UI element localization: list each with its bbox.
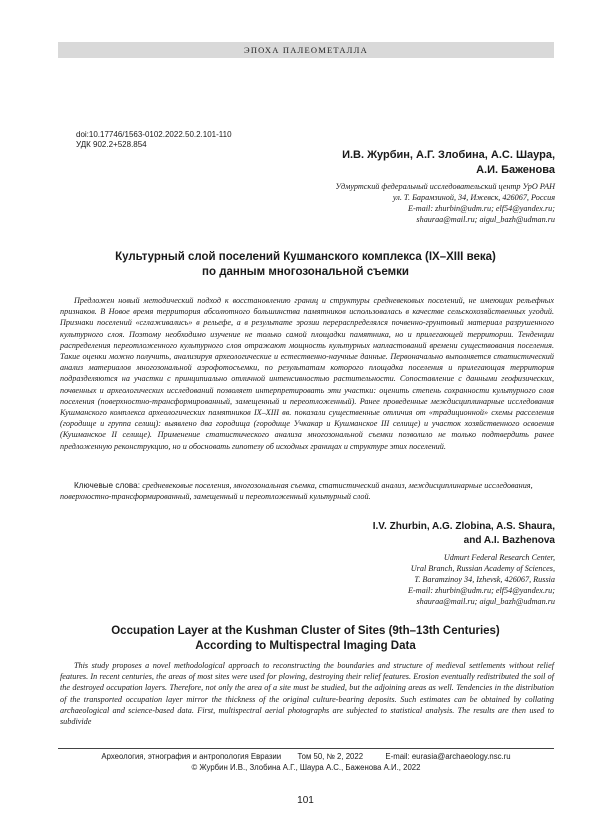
footer-journal: Археология, этнография и антропология Евразии	[101, 752, 282, 761]
authors-ru-line: А.И. Баженова	[476, 164, 555, 176]
title-line: Occupation Layer at the Kushman Cluster of Sites (9th–13th Centuries)	[111, 625, 500, 637]
affiliation-email[interactable]: E-mail: zhurbin@udm.ru; elf54@yandex.ru;	[408, 586, 555, 595]
footer-email[interactable]: E-mail: eurasia@archaeology.nsc.ru	[385, 752, 511, 761]
keywords-ru	[60, 480, 554, 502]
affiliation-email[interactable]: shauraa@mail.ru; aigul_bazh@udman.ru	[416, 215, 555, 224]
authors-ru-line: И.В. Журбин, А.Г. Злобина, А.С. Шаура,	[342, 149, 555, 161]
article-title-en	[60, 624, 551, 654]
footer-copyright: © Журбин И.В., Злобина А.Г., Шаура А.С., Баженова А.И., 2022	[191, 763, 421, 772]
affiliation-line: Удмуртский федеральный исследовательский центр УрО РАН	[335, 182, 555, 191]
affiliation-line: ул. Т. Барамзиной, 34, Ижевск, 426067, Россия	[392, 193, 555, 202]
udk-code: УДК 902.2+528.854	[76, 140, 147, 149]
affiliation-line: Ural Branch, Russian Academy of Sciences,	[410, 564, 555, 573]
title-line: по данным многозональной съемки	[202, 266, 409, 278]
affiliation-line: T. Baramzinoy 34, Izhevsk, 426067, Russia	[414, 575, 555, 584]
affiliation-line: Udmurt Federal Research Center,	[443, 553, 555, 562]
keywords-text: средневековые поселения, многозональная съемка, статистический анализ, междисциплинарные исследования, поверхностно-трансформированный, замещенный и переотложенный культурный слой.	[60, 481, 533, 502]
footer-divider	[58, 748, 554, 749]
authors-en-line: and A.I. Bazhenova	[463, 535, 555, 546]
doi[interactable]: doi:10.17746/1563-0102.2022.50.2.101-110	[76, 130, 232, 139]
keywords-label: Ключевые слова:	[74, 481, 140, 490]
journal-section-title: ЭПОХА ПАЛЕОМЕТАЛЛА	[244, 45, 368, 55]
title-line: According to Multispectral Imaging Data	[195, 640, 416, 652]
footer-citation	[58, 752, 554, 762]
abstract-en: This study proposes a novel methodological approach to reconstructing the boundaries and structure of medieval settlements without relief features. In recent centuries, the areas of most sites were used for plowing, destroying their relief features. Erosion eventually redistributed the soil of the destroyed occupation layers. Therefore, not only the area of a site must be studied, but the adjoining areas as well. Tendencies in the distribution of the transported occupation layer mirror the thickness of the original culture-bearing deposits. Such estimates can be obtained by collating archaeological and science-based data. First, multispectral aerial photographs are subjected to statistical analysis. The results are then used to subdivide	[60, 661, 554, 727]
authors-en	[255, 520, 555, 548]
title-line: Культурный слой поселений Кушманского комплекса (IX–XIII века)	[115, 251, 496, 263]
affiliation-email[interactable]: E-mail: zhurbin@udm.ru; elf54@yandex.ru;	[408, 204, 555, 213]
affiliation-email[interactable]: shauraa@mail.ru; aigul_bazh@udman.ru	[416, 597, 555, 606]
authors-en-line: I.V. Zhurbin, A.G. Zlobina, A.S. Shaura,	[372, 521, 555, 532]
journal-section-header	[58, 42, 554, 58]
authors-ru	[255, 148, 555, 178]
affiliation-en	[235, 552, 555, 607]
article-title-ru	[60, 250, 551, 280]
affiliation-ru	[235, 181, 555, 225]
page-number: 101	[297, 795, 314, 806]
footer-volume: Том 50, № 2, 2022	[297, 752, 364, 761]
abstract-ru: Предложен новый методический подход к восстановлению границ и структуры средневековых поселений, не имеющих рельефных признаков. В Новое время территория абсолютного большинства памятников использовалась в качестве сельскохозяйственных угодий. Признаки поселений «сглаживались» в рельефе, а в результате эрозии перераспределялся почвенно-грунтовый материал разрушенного культурного слоя. Поэтому необходимо изучение не только самой площадки памятника, но и прилегающей территории. Тенденции распределения переотложенного культурного слоя отражают мощность культурных напластований времени существования поселения. Такие оценки можно получить, анализируя археологические и естественно-научные данные. Первоначально выполняется статистический анализ материалов многозональной аэрофотосъемки, по результатам которого площадка поселения и прилегающая территория подразделяются на участки с принципиально отличной интенсивностью растительности. Сопоставление с данными геофизических, почвенных и археологических исследований позволяет интерпретировать эти участки: оценить степень сохранности культурного слоя поселения (поверхностно-трансформированный, замещенный и переотложенный). Ранее проведенные междисциплинарные исследования Кушманского комплекса археологических памятников IX–XIII вв. показали существенные отличия от «традиционной» схемы расселения (городище и группа селищ): выявлено два городища (городище Учкакар и Кушманское III селище) и участок хозяйственного освоения (Кушманское II селище). Применение статистического анализа многозональной съемки позволило не только подтвердить ранее предложенную реконструкцию, но и обосновать гипотезу об исходных границах и структуре этих поселений.	[60, 296, 554, 451]
